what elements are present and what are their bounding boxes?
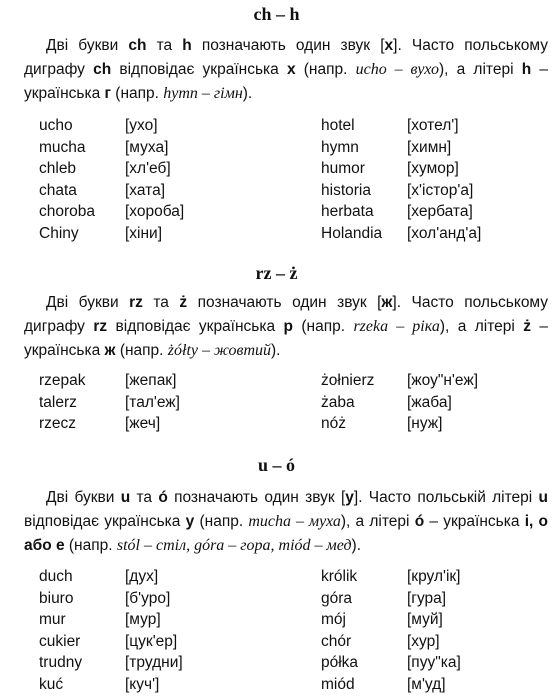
table-row <box>0 201 553 223</box>
polish-word: półka <box>321 654 359 671</box>
polish-word: żołnierz <box>321 372 375 389</box>
section-paragraph-rz-z: Дві букви rz та ż позначають один звук [ж]. Часто польському диграфу rz відповідає українська р (напр. rzeka – ріка), а літері ż – українська ж (напр. żółty – жовтий). <box>24 294 549 359</box>
section-paragraph-ch-h: Дві букви ch та h позначають один звук [х]. Часто польському диграфу ch відповідає українська х (напр. ucho – вухо), а літері h – українська г (напр. hymn – гімн). <box>24 37 549 102</box>
polish-word: miód <box>321 675 355 693</box>
polish-word: hymn <box>321 138 359 156</box>
section-title-rz-z: rz – ż <box>255 263 298 283</box>
polish-word: królik <box>321 568 358 585</box>
polish-word: biuro <box>39 589 74 607</box>
polish-word: mur <box>39 611 66 628</box>
transcription: [трудни] <box>125 654 183 671</box>
polish-word: kuć <box>39 675 64 693</box>
transcription: [хіни] <box>125 224 163 242</box>
transcription: [мур] <box>125 611 161 628</box>
word-table-rz-z <box>0 370 553 435</box>
polish-word: góra <box>321 589 353 607</box>
polish-word: chór <box>321 632 352 650</box>
transcription: [дух] <box>125 568 159 585</box>
transcription: [б'уро] <box>125 589 171 607</box>
table-row <box>0 652 553 674</box>
polish-word: trudny <box>39 654 83 671</box>
polish-word: historia <box>321 181 371 199</box>
transcription: [жеч] <box>125 415 161 432</box>
polish-word: humor <box>321 160 365 177</box>
polish-word: duch <box>39 568 73 585</box>
transcription: [жаба] <box>407 393 452 411</box>
table-row <box>0 223 553 245</box>
table-row <box>0 137 553 159</box>
transcription: [хл'еб] <box>125 160 171 177</box>
table-row <box>0 566 553 588</box>
polish-word: chata <box>39 181 77 199</box>
polish-word: rzecz <box>39 415 77 432</box>
transcription: [химн] <box>407 138 452 156</box>
table-row <box>0 588 553 610</box>
polish-word: mucha <box>39 138 86 156</box>
table-row <box>0 392 553 414</box>
transcription: [хотел'] <box>407 117 459 134</box>
polish-word: talerz <box>39 393 77 411</box>
transcription: [хороба] <box>125 203 185 220</box>
transcription: [тал'еж] <box>125 393 180 411</box>
transcription: [крул'ік] <box>407 568 461 585</box>
table-row <box>0 413 553 435</box>
transcription: [муй] <box>407 611 443 628</box>
table-row <box>0 115 553 137</box>
section-title-ch-h: ch – h <box>253 4 300 24</box>
transcription: [гура] <box>407 589 447 607</box>
table-row <box>0 158 553 180</box>
transcription: [хумор] <box>407 160 459 177</box>
transcription: [муха] <box>125 138 169 156</box>
transcription: [х'істор'а] <box>407 181 474 199</box>
transcription: [жоу"н'еж] <box>407 372 479 389</box>
word-table-ch-h <box>0 115 553 244</box>
transcription: [цук'ер] <box>125 632 178 650</box>
transcription: [хербата] <box>407 203 473 220</box>
polish-word: Chiny <box>39 224 79 242</box>
word-table-u-o <box>0 566 553 695</box>
polish-word: chleb <box>39 160 77 177</box>
section-title-u-o: u – ó <box>257 455 295 475</box>
section-paragraph-u-o: Дві букви u та ó позначають один звук [у]. Часто польській літері u відповідає українська у (напр. mucha – муха), а літері ó – українська і, о або е (напр. stól – стіл, góra – гора, miód – мед). <box>24 489 548 554</box>
polish-word: Holandia <box>321 224 383 242</box>
polish-word: rzepak <box>39 372 86 389</box>
table-row <box>0 370 553 392</box>
polish-word: cukier <box>39 632 81 650</box>
transcription: [м'уд] <box>407 675 446 693</box>
transcription: [хур] <box>407 632 440 650</box>
transcription: [хол'анд'а] <box>407 224 482 242</box>
transcription: [нуж] <box>407 415 443 432</box>
polish-word: żaba <box>321 393 355 411</box>
table-row <box>0 674 553 696</box>
transcription: [пуу"ка] <box>407 654 461 671</box>
table-row <box>0 609 553 631</box>
transcription: [хата] <box>125 181 166 199</box>
polish-word: hotel <box>321 117 355 134</box>
transcription: [ухо] <box>125 117 158 134</box>
polish-word: mój <box>321 611 346 628</box>
transcription: [жепак] <box>125 372 177 389</box>
polish-word: nóż <box>321 415 346 432</box>
polish-word: herbata <box>321 203 374 220</box>
table-row <box>0 180 553 202</box>
table-row <box>0 631 553 653</box>
polish-word: choroba <box>39 203 96 220</box>
transcription: [куч'] <box>125 675 160 693</box>
polish-word: ucho <box>39 117 73 134</box>
